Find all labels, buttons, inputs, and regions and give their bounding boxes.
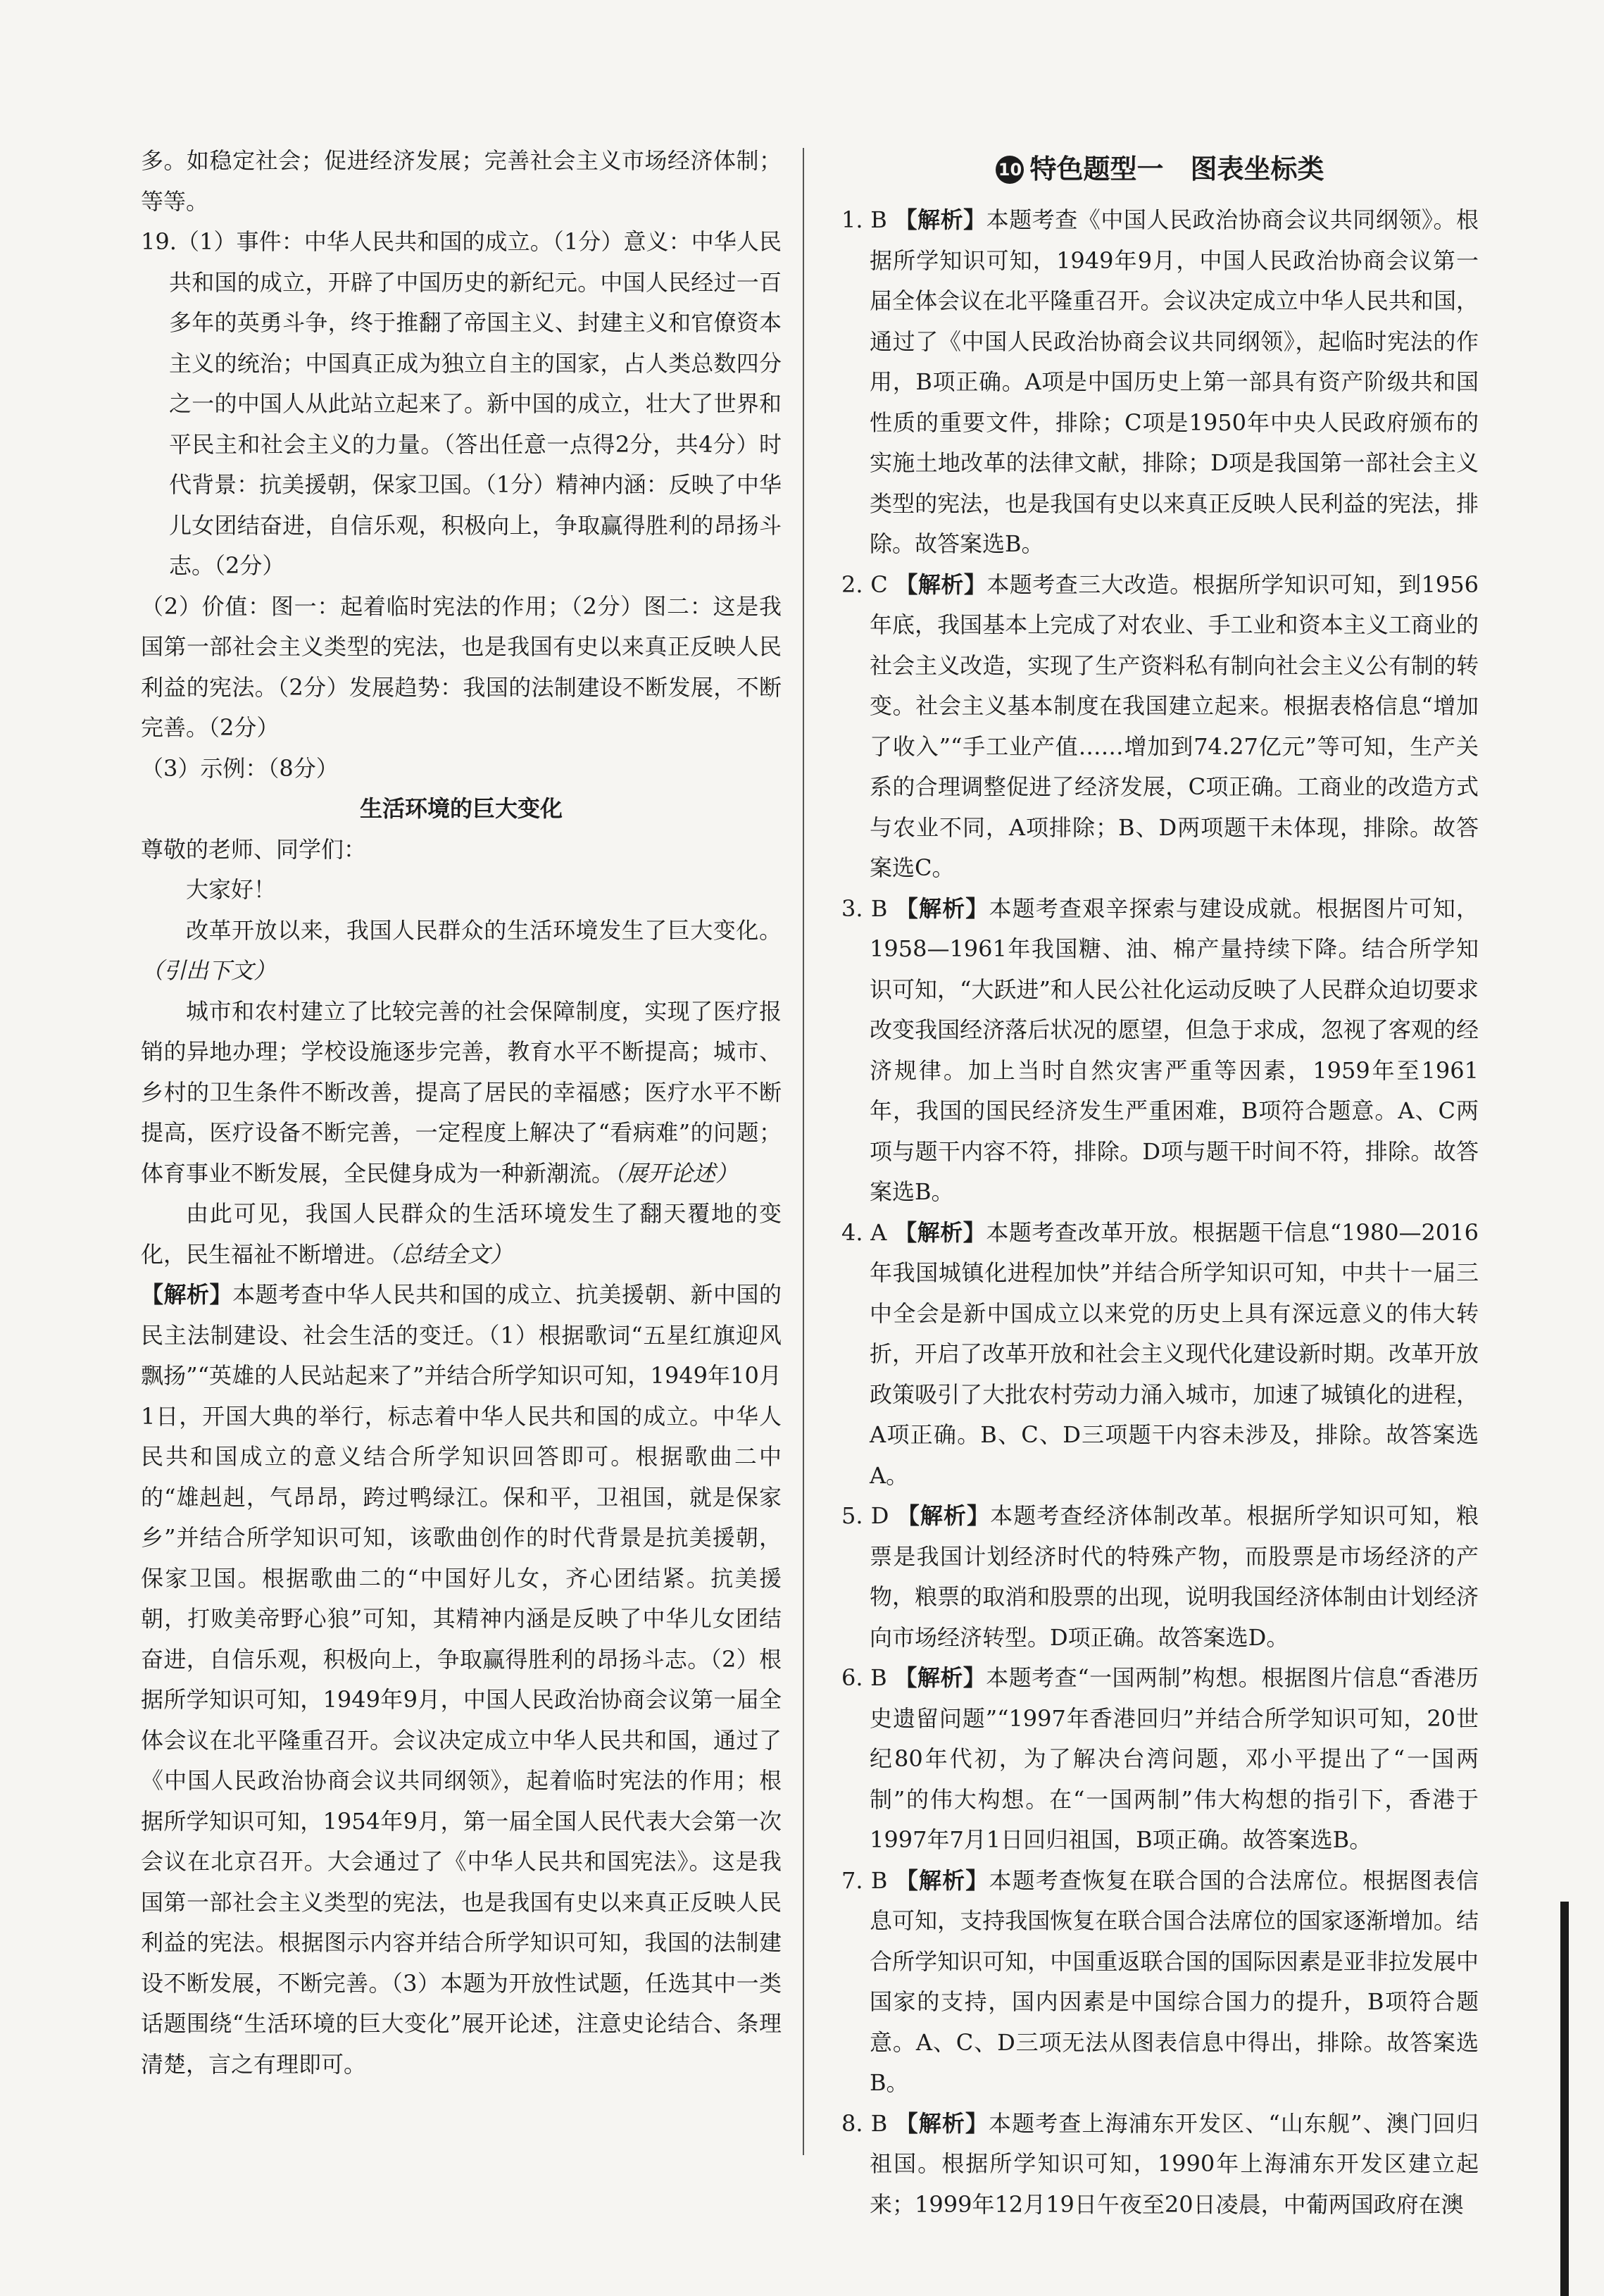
section-number-badge: 10 [996, 156, 1024, 184]
essay-hello: 大家好！ [186, 876, 277, 903]
answer-text: 本题考查艰辛探索与建设成就。根据图片可知，1958—1961年我国糖、油、棉产量持续下降。结合所学知识可知，“大跃进”和人民公社化运动反映了人民群众迫切要求改变我国经济落后状况的愿望，但急于求成，忽视了客观的经济规律。加上当时自然灾害严重等因素，1959年至1961年，我国的国民经济发生严重困难，B项符合题意。A、C两项与题干内容不符，排除。D项与题干时间不符，排除。故答案选B。 [870, 894, 1479, 1205]
answer-text: 本题考查恢复在联合国的合法席位。根据图表信息可知，支持我国恢复在联合国合法席位的国家逐渐增加。结合所学知识可知，中国重返联合国的国际因素是亚非拉发展中国家的支持，国内因素是中国综合国力的提升，B项符合题意。A、C、D三项无法从图表信息中得出，排除。故答案选B。 [870, 1866, 1479, 2096]
answer-number: 1. B [841, 206, 887, 233]
answer-item-3 [841, 889, 1479, 1213]
analysis-label: 【解析】 [141, 1281, 233, 1308]
essay-paragraph-1 [141, 911, 782, 992]
section-title: 特色题型一 图表坐标类 [1029, 154, 1324, 185]
answer-number: 7. B [841, 1866, 888, 1894]
essay-title: 生活环境的巨大变化 [359, 795, 563, 822]
answer-text: 本题考查三大改造。根据所学知识可知，到1956年底，我国基本上完成了对农业、手工业和资本主义工商业的社会主义改造，实现了生产资料私有制向社会主义公有制的转变。社会主义基本制度在我国建立起来。根据表格信息“增加了收入”“手工业产值……增加到74.27亿元”等可知，生产关系的合理调整促进了经济发展，C项正确。工商业的改造方式与农业不同，A项排除；B、D两项题干未体现，排除。故答案选C。 [870, 570, 1479, 881]
answer-item-6 [841, 1658, 1479, 1861]
answer-item-8 [841, 2104, 1479, 2226]
section-heading [841, 141, 1479, 197]
continued-paragraph: 多。如稳定社会；促进经济发展；完善社会主义市场经济体制；等等。 [141, 147, 782, 215]
answer-text: 本题考查经济体制改革。根据所学知识可知，粮票是我国计划经济时代的特殊产物，而股票是市场经济的产物，粮票的取消和股票的出现，说明我国经济体制由计划经济向市场经济转型。D项正确。故答案选D。 [870, 1502, 1479, 1651]
essay-p1-text: 改革开放以来，我国人民群众的生活环境发生了巨大变化。 [186, 916, 782, 944]
analysis-label: 【解析】 [895, 1866, 989, 1894]
analysis-label: 【解析】 [894, 1664, 986, 1691]
q19-analysis [141, 1275, 782, 2085]
right-column [841, 141, 1479, 2225]
essay-p3-text: 由此可见，我国人民群众的生活环境发生了翻天覆地的变化，民生福祉不断增进。 [141, 1200, 782, 1268]
answer-number: 3. B [841, 894, 888, 922]
answer-text: 本题考查改革开放。根据题干信息“1980—2016年我国城镇化进程加快”并结合所学知识可知，中共十一届三中全会是新中国成立以来党的历史上具有深远意义的伟大转折，开启了改革开放和社会主义现代化建设新时期。改革开放政策吸引了大批农村劳动力涌入城市，加速了城镇化的进程，A项正确。B、C、D三项题干内容未涉及，排除。故答案选A。 [870, 1218, 1479, 1489]
column-divider [803, 148, 804, 2155]
analysis-label: 【解析】 [895, 570, 987, 598]
essay-p2-note: （展开论述） [614, 1159, 739, 1187]
analysis-label: 【解析】 [894, 206, 986, 233]
essay-paragraph-3 [141, 1194, 782, 1275]
answer-item-4 [841, 1213, 1479, 1497]
essay-p1-note: （引出下文） [141, 957, 277, 984]
q19-part1: 19.（1）事件：中华人民共和国的成立。（1分）意义：中华人民共和国的成立，开辟了中国历史的新纪元。中国人民经过一百多年的英勇斗争，终于推翻了帝国主义、封建主义和官僚资本主义的统治；中国真正成为独立自主的国家，占人类总数四分之一的中国人从此站立起来了。新中国的成立，壮大了世界和平民主和社会主义的力量。（答出任意一点得2分，共4分）时代背景：抗美援朝，保家卫国。（1分）精神内涵：反映了中华儿女团结奋进，自信乐观，积极向上，争取赢得胜利的昂扬斗志。（2分） [141, 228, 782, 579]
analysis-label: 【解析】 [896, 1502, 991, 1529]
answer-item-5 [841, 1496, 1479, 1658]
answer-text: 本题考查上海浦东开发区、“山东舰”、澳门回归祖国。根据所学知识可知，1990年上海浦东开发区建立起来；1999年12月19日午夜至20日凌晨，中葡两国政府在澳 [870, 2109, 1479, 2218]
analysis-label: 【解析】 [895, 894, 989, 922]
analysis-text: 本题考查中华人民共和国的成立、抗美援朝、新中国的民主法制建设、社会生活的变迁。（1）根据歌词“五星红旗迎风飘扬”“英雄的人民站起来了”并结合所学知识可知，1949年10月1日，开国大典的举行，标志着中华人民共和国的成立。中华人民共和国成立的意义结合所学知识回答即可。根据歌曲二中的“雄赳赳，气昂昂，跨过鸭绿江。保和平，卫祖国，就是保家乡”并结合所学知识可知，该歌曲创作的时代背景是抗美援朝，保家卫国。根据歌曲二的“中国好儿女，齐心团结紧。抗美援朝，打败美帝野心狼”可知，其精神内涵是反映了中华儿女团结奋进，自信乐观，积极向上，争取赢得胜利的昂扬斗志。（2）根据所学知识可知，1949年9月，中国人民政治协商会议第一届全体会议在北平隆重召开。会议决定成立中华人民共和国，通过了《中国人民政治协商会议共同纲领》，起着临时宪法的作用；根据所学知识可知，1954年9月，第一届全国人民代表大会第一次会议在北京召开。大会通过了《中华人民共和国宪法》。这是我国第一部社会主义类型的宪法，也是我国有史以来真正反映人民利益的宪法。根据图示内容并结合所学知识可知，我国的法制建设不断发展，不断完善。（3）本题为开放性试题，任选其中一类话题围绕“生活环境的巨大变化”展开论述，注意史论结合、条理清楚，言之有理即可。 [141, 1281, 782, 2078]
essay-p3-note: （总结全文） [389, 1240, 513, 1268]
analysis-label: 【解析】 [895, 2109, 989, 2137]
answer-number: 5. D [841, 1502, 889, 1529]
answer-item-1 [841, 200, 1479, 565]
q19-part2: （2）价值：图一：起着临时宪法的作用；（2分）图二：这是我国第一部社会主义类型的宪法，也是我国有史以来真正反映人民利益的宪法。（2分）发展趋势：我国的法制建设不断发展，不断完善。（2分） [141, 592, 782, 741]
page-edge-bar [1560, 1902, 1569, 2296]
answer-text: 本题考查“一国两制”构想。根据图片信息“香港历史遗留问题”“1997年香港回归”并结合所学知识可知，20世纪80年代初，为了解决台湾问题，邓小平提出了“一国两制”的伟大构想。在“一国两制”伟大构想的指引下，香港于1997年7月1日回归祖国，B项正确。故答案选B。 [870, 1664, 1479, 1853]
answer-number: 4. A [841, 1218, 887, 1246]
answer-item-2 [841, 565, 1479, 889]
essay-p2-text: 城市和农村建立了比较完善的社会保障制度，实现了医疗报销的异地办理；学校设施逐步完善，教育水平不断提高；城市、乡村的卫生条件不断改善，提高了居民的幸福感；医疗水平不断提高，医疗设备不断完善，一定程度上解决了“看病难”的问题；体育事业不断发展，全民健身成为一种新潮流。 [141, 997, 782, 1187]
answer-number: 8. B [841, 2109, 888, 2137]
left-column [141, 141, 782, 2085]
answer-number: 6. B [841, 1664, 887, 1691]
answer-number: 2. C [841, 570, 888, 598]
essay-greeting: 尊敬的老师、同学们： [141, 835, 367, 863]
analysis-label: 【解析】 [894, 1218, 986, 1246]
answer-text: 本题考查《中国人民政治协商会议共同纲领》。根据所学知识可知，1949年9月，中国人民政治协商会议第一届全体会议在北平隆重召开。会议决定成立中华人民共和国，通过了《中国人民政治协商会议共同纲领》，起临时宪法的作用，B项正确。A项是中国历史上第一部具有资产阶级共和国性质的重要文件，排除；C项是1950年中央人民政府颁布的实施土地改革的法律文献，排除；D项是我国第一部社会主义类型的宪法，也是我国有史以来真正反映人民利益的宪法，排除。故答案选B。 [870, 206, 1479, 557]
answer-item-7 [841, 1861, 1479, 2104]
q19-part3: （3）示例：（8分） [141, 754, 339, 782]
essay-paragraph-2 [141, 992, 782, 1194]
